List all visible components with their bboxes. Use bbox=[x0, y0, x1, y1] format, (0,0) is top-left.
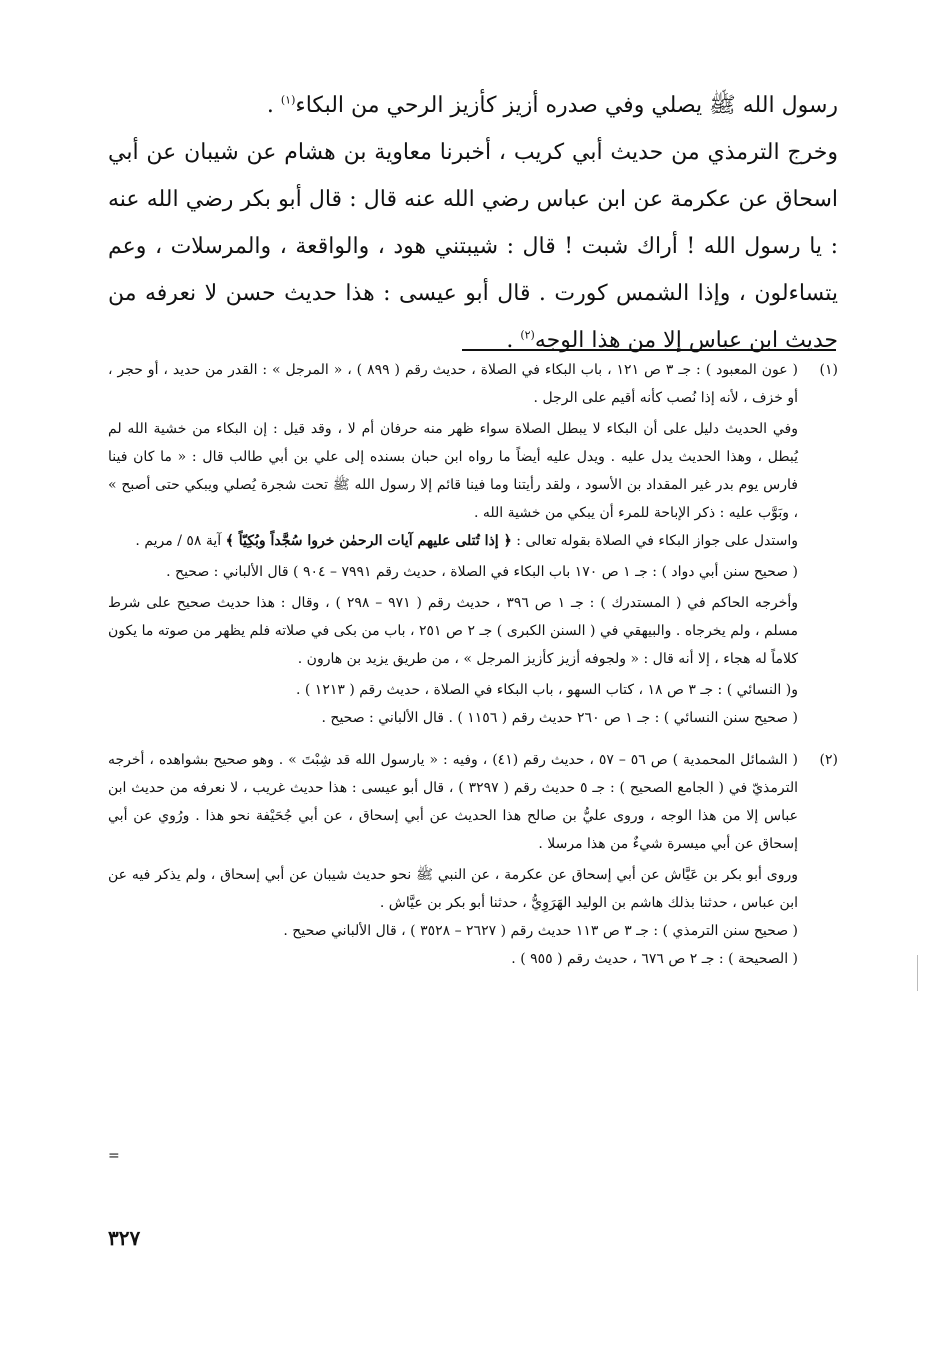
quran-verse: ﴿ إذا تُتلى عليهم آيات الرحمٰن خروا سُجَّداً وبُكِيّاً ﴾ bbox=[225, 533, 512, 549]
footnote-1-text: واستدل على جواز البكاء في الصلاة بقوله تعالى : bbox=[511, 533, 798, 549]
footnote-ref-1: (١) bbox=[280, 93, 296, 107]
footnote-1-para: وأخرجه الحاكم في ( المستدرك ) : جـ ١ ص ٣٩٦ ، حديث رقم ( ٩٧١ – ٢٩٨ ) ، وقال : هذا حديث صحيح على شرط مسلم ، ولم يخرجاه . والبيهقي في ( السنن الكبرى ) جـ ٢ ص ٢٥١ ، باب من بكى في صلاته فلم يظهر من صوته ما يكون كلاماً له هجاء ، إلا أنه قال : « ولجوفه أزيز كأزيز المرجل » ، من طريق يزيد بن هارون . bbox=[108, 595, 799, 667]
page-number: ٣٢٧ bbox=[108, 1226, 141, 1250]
footnote-ref-2: (٢) bbox=[520, 328, 535, 342]
footnote-1-para bbox=[108, 527, 798, 555]
main-line-1-end: . bbox=[266, 93, 281, 118]
main-text bbox=[108, 82, 838, 364]
footnotes bbox=[108, 356, 838, 973]
footnote-separator bbox=[462, 349, 836, 351]
footnote-1-para: و( النسائي ) : جـ ٣ ص ١٨ ، كتاب السهو ، باب البكاء في الصلاة ، حديث رقم ( ١٢١٣ ) . bbox=[295, 682, 798, 698]
footnote-1-para: ( عون المعبود ) : جـ ٣ ص ١٢١ ، باب البكاء في الصلاة ، حديث رقم ( ٨٩٩ ) ، « المرجل » : القدر من حديد ، أو حجر ، أو خزف ، لأنه إذا نُصب كأنه أقيم على الرجل . bbox=[108, 362, 798, 406]
footnote-2-para: ( الصحيحة ) : جـ ٢ ص ٦٧٦ ، حديث رقم ( ٩٥٥ ) . bbox=[511, 951, 798, 967]
footnote-1 bbox=[108, 356, 838, 732]
footnote-2-number: (٢) bbox=[819, 752, 838, 768]
main-line-1-text: رسول الله ﷺ يصلي وفي صدره أزيز كأزيز الرحي من البكاء bbox=[295, 93, 838, 118]
footnote-1-para: وفي الحديث دليل على أن البكاء لا يبطل الصلاة سواء ظهر منه حرفان أم لا ، وقد قيل : إن البكاء من خشية الله لم يُبطل ، وهذا الحديث يدل عليه . ويدل عليه أيضاً ما رواه ابن حبان بسنده إلى علي بن أبي طالب قال : « ما كان فينا فارس يوم بدر غير المقداد بن الأسود ، ولقد رأيتنا وما فينا قائم إلا رسول الله ﷺ تحت شجرة يُصلي ويبكي حتى أصبح » ، وبَوَّب عليه : ذكر الإباحة للمرء أن يبكي من خشية الله . bbox=[108, 421, 798, 521]
continuation-mark: = bbox=[108, 1148, 120, 1164]
footnote-2-para: ( صحيح سنن الترمذي ) : جـ ٣ ص ١١٣ حديث رقم ( ٢٦٢٧ – ٣٥٢٨ ) ، قال الألباني صحيح . bbox=[283, 923, 798, 939]
footnote-2-para: وروى أبو بكر بن عَيَّاش عن أبي إسحاق عن عكرمة ، عن النبي ﷺ نحو حديث شيبان عن أبي إسحاق ، ولم يذكر فيه عن ابن عباس ، حدثنا بذلك هاشم بن الوليد الهَرَوِيُّ ، حدثنا أبو بكر بن عيَّاش . bbox=[108, 867, 798, 911]
footnote-1-text: آية ٥٨ / مريم . bbox=[135, 533, 226, 549]
footnote-1-para: ( صحيح سنن النسائي ) : جـ ١ ص ٢٦٠ حديث رقم ( ١١٥٦ ) . قال الألباني : صحيح . bbox=[321, 710, 798, 726]
margin-mark-line bbox=[917, 955, 918, 991]
footnote-2-para: ( الشمائل المحمدية ) ص ٥٦ – ٥٧ ، حديث رقم (٤١) ، وفيه : « يارسول الله قد شِبْتَ » . وهو صحيح بشواهده ، أخرجه الترمذيّ في ( الجامع الصحيح ) : جـ ٥ حديث رقم ( ٣٢٩٧ ) ، قال أبو عيسى : هذا حديث غريب ، لا نعرفه من حديث ابن عباس إلا من هذا الوجه ، وروى عليُّ بن صالح هذا الحديث عن أبي إسحاق ، عن أبي جُحَيْفة نحو هذا . ورُوي عن أبي إسحاق عن أبي ميسرة شيءٌ من هذا مرسلا . bbox=[108, 752, 798, 852]
main-paragraph-2 bbox=[108, 129, 838, 364]
main-paragraph-2-end: . bbox=[506, 328, 521, 353]
main-line-1 bbox=[108, 82, 838, 129]
footnote-1-number: (١) bbox=[819, 362, 838, 378]
footnote-2 bbox=[108, 746, 838, 973]
footnote-1-para: ( صحيح سنن أبي دواد ) : جـ ١ ص ١٧٠ باب البكاء في الصلاة ، حديث رقم ٧٩٩١ – ٩٠٤ ) قال الألباني : صحيح . bbox=[166, 564, 798, 580]
main-paragraph-2-text: وخرج الترمذي من حديث أبي كريب ، أخبرنا معاوية بن هشام عن شيبان عن أبي اسحاق عن عكرمة عن ابن عباس رضي الله عنه قال : قال أبو بكر رضي الله عنه : يا رسول الله ! أراك شبت ! قال : شيبتني هود ، والواقعة ، والمرسلات ، وعم يتساءلون ، وإذا الشمس كورت . قال أبو عيسى : هذا حديث حسن لا نعرفه من حديث ابن عباس إلا من هذا الوجه bbox=[108, 140, 838, 353]
